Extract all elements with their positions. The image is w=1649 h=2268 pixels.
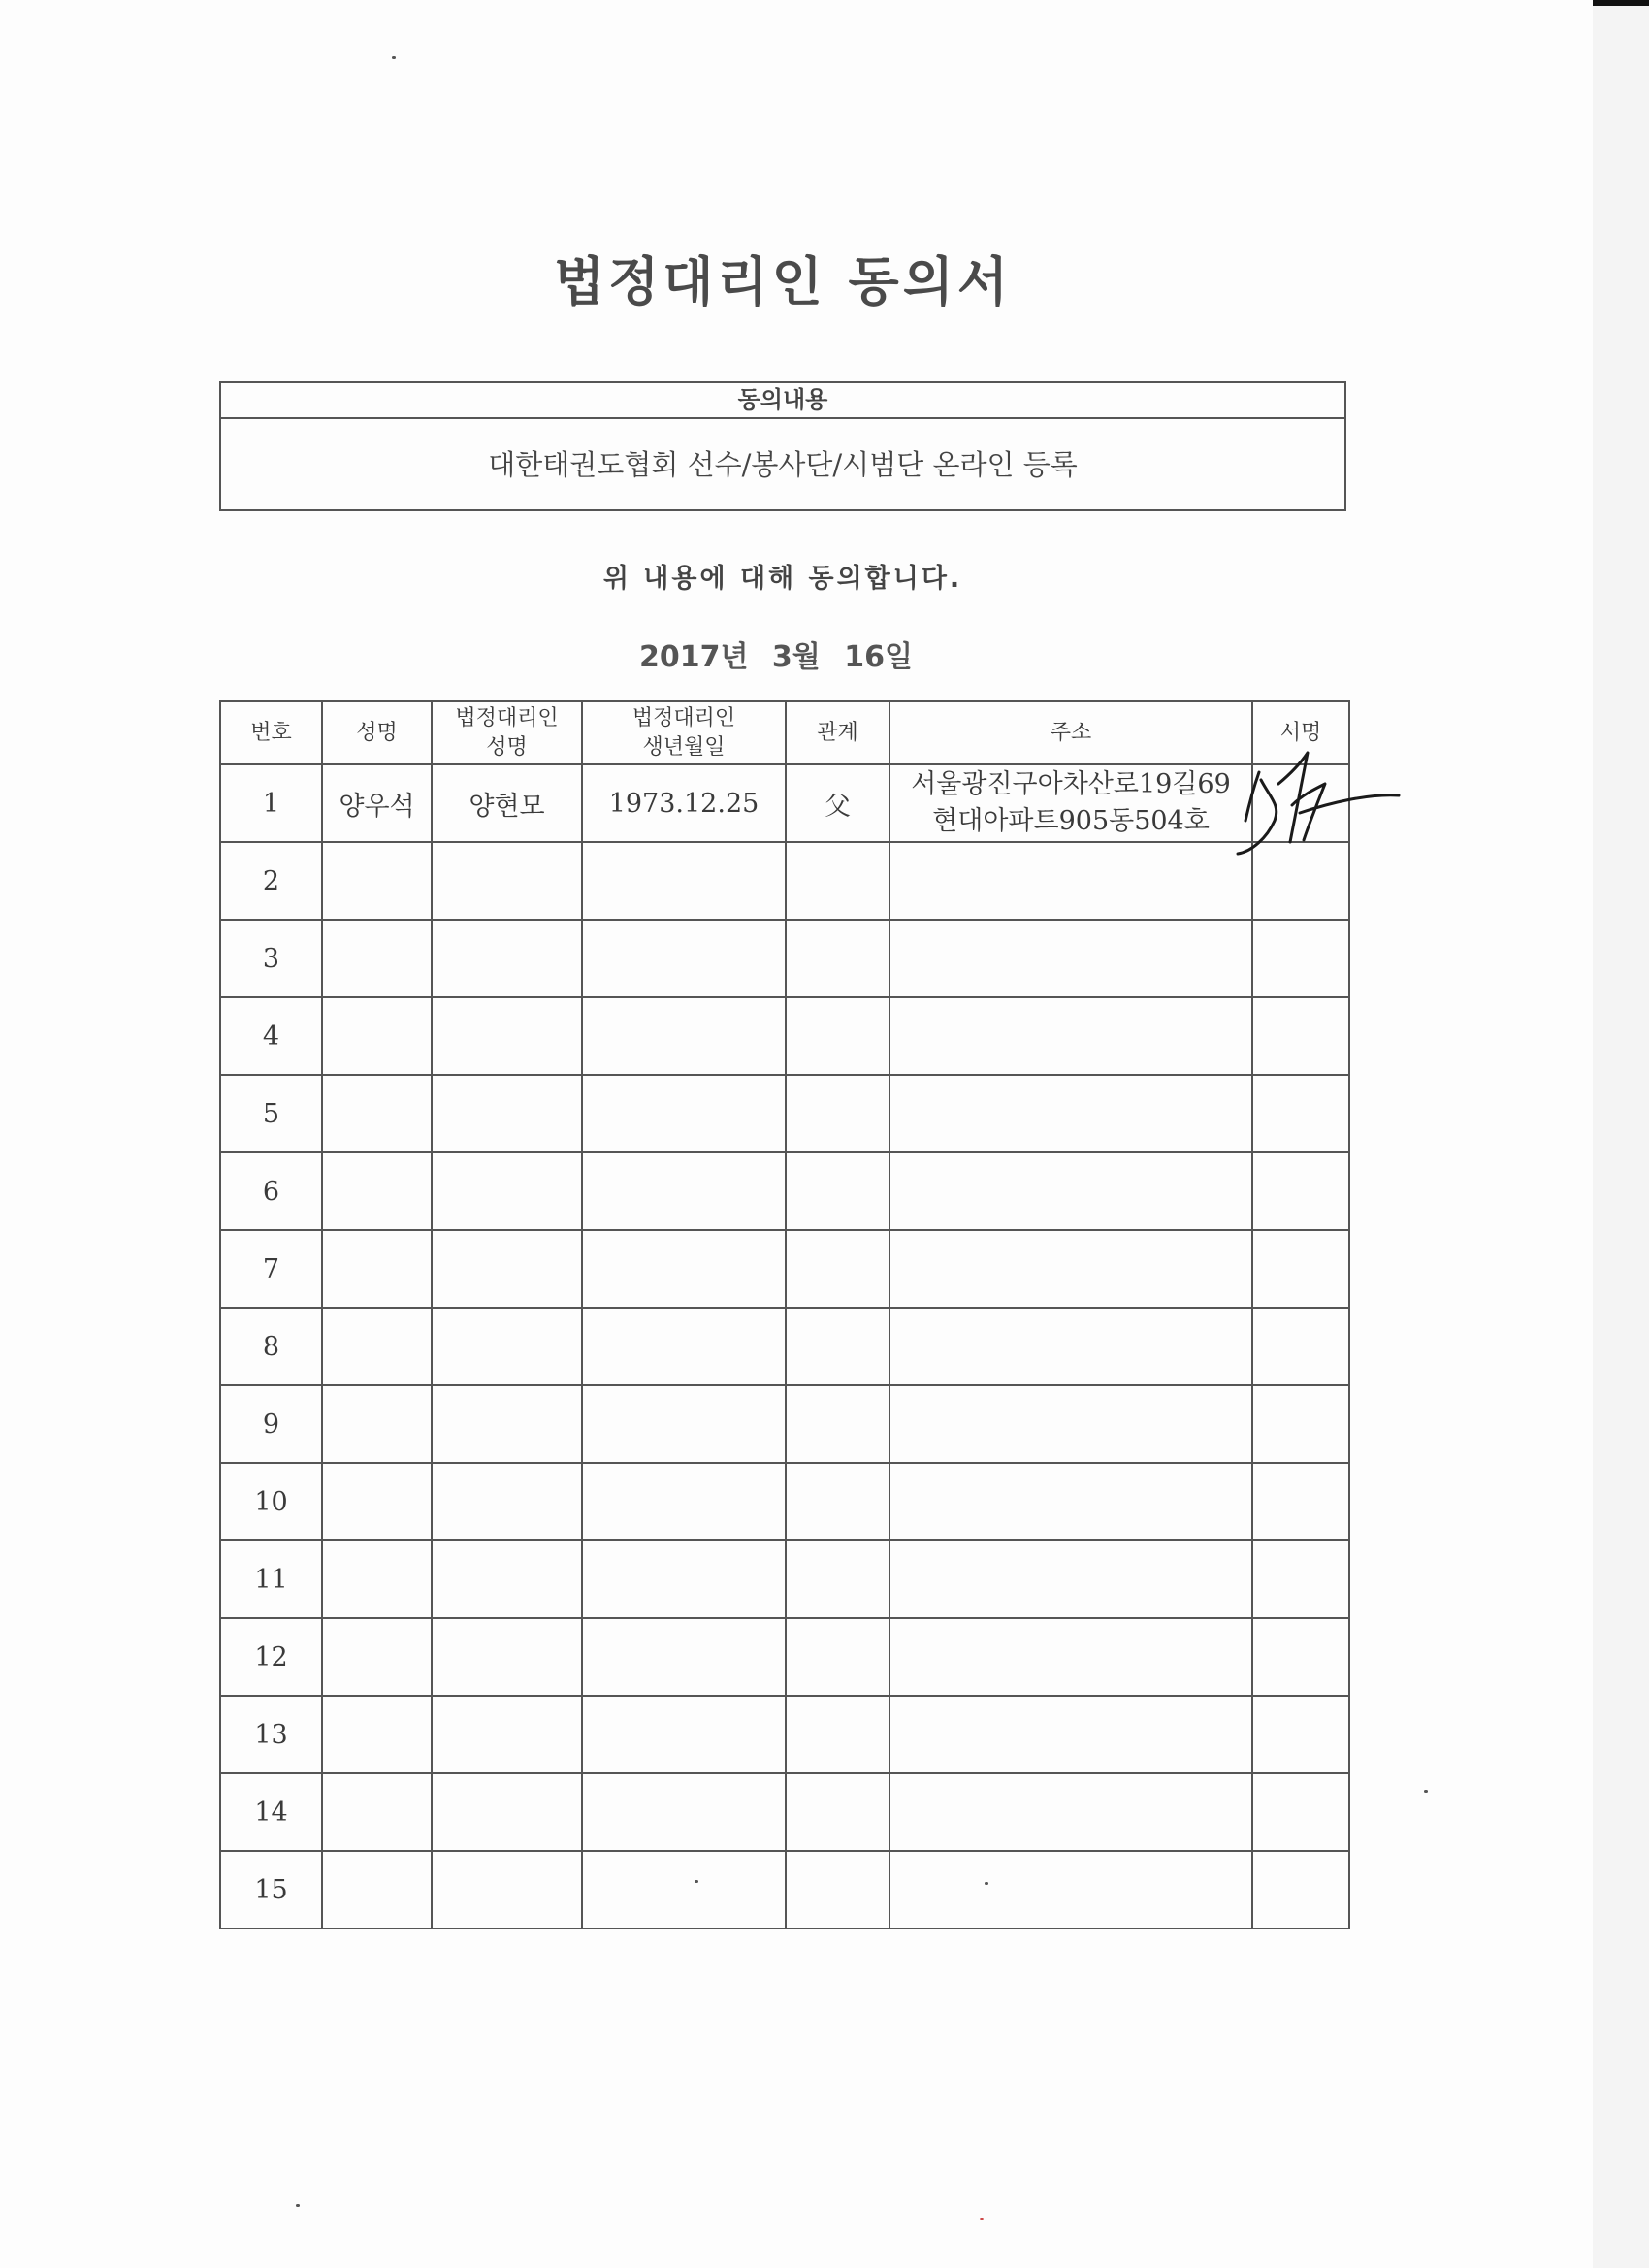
- cell-rep-birth: [582, 1540, 786, 1618]
- cell-address: [889, 1385, 1252, 1463]
- cell-no: 1: [220, 764, 322, 842]
- cell-signature: [1252, 1773, 1349, 1851]
- cell-no: 4: [220, 997, 322, 1075]
- cell-name: [322, 1696, 432, 1773]
- cell-relation: [786, 1696, 889, 1773]
- cell-rep-name: [432, 1152, 582, 1230]
- table-row: [220, 1230, 1349, 1308]
- cell-rep-name: [432, 1230, 582, 1308]
- cell-name: [322, 1540, 432, 1618]
- handwritten-signature-icon: [1232, 745, 1406, 857]
- scan-speck: [296, 2204, 300, 2207]
- table-row: [220, 764, 1349, 842]
- cell-address: [889, 842, 1252, 920]
- cell-rep-birth: [582, 1152, 786, 1230]
- cell-name: [322, 1463, 432, 1540]
- cell-address: [889, 920, 1252, 997]
- cell-rep-birth: [582, 842, 786, 920]
- cell-name: [322, 1851, 432, 1928]
- cell-rep-birth: [582, 997, 786, 1075]
- cell-name: 양우석: [322, 764, 432, 842]
- cell-relation: [786, 1851, 889, 1928]
- cell-relation: [786, 1463, 889, 1540]
- cell-no: 5: [220, 1075, 322, 1152]
- cell-signature: [1252, 1696, 1349, 1773]
- cell-relation: [786, 1308, 889, 1385]
- cell-rep-birth: [582, 1851, 786, 1928]
- cell-address: [889, 1851, 1252, 1928]
- cell-rep-name: [432, 997, 582, 1075]
- cell-signature: [1252, 1385, 1349, 1463]
- header-rep-birth-text: 법정대리인 생년월일: [631, 705, 736, 760]
- cell-signature: [1252, 997, 1349, 1075]
- cell-name: [322, 1773, 432, 1851]
- cell-no: 9: [220, 1385, 322, 1463]
- cell-name: [322, 1385, 432, 1463]
- cell-no: 13: [220, 1696, 322, 1773]
- table-row: [220, 1618, 1349, 1696]
- cell-rep-birth: [582, 1230, 786, 1308]
- consent-content: 대한태권도협회 선수/봉사단/시범단 온라인 등록: [488, 448, 1078, 481]
- table-row: [220, 997, 1349, 1075]
- cell-relation: [786, 1540, 889, 1618]
- scan-speck: [985, 1882, 988, 1885]
- cell-name: [322, 997, 432, 1075]
- cell-signature: [1252, 920, 1349, 997]
- agreement-statement: 위 내용에 대해 동의합니다.: [602, 564, 963, 594]
- cell-rep-name: [432, 1075, 582, 1152]
- cell-signature: [1252, 1230, 1349, 1308]
- cell-address: [889, 997, 1252, 1075]
- cell-signature: [1252, 1851, 1349, 1928]
- scan-speck: [980, 2218, 984, 2220]
- document-title: 법정대리인 동의서: [553, 251, 1013, 312]
- cell-rep-name: [432, 1851, 582, 1928]
- cell-name: [322, 1618, 432, 1696]
- cell-rep-birth: [582, 1463, 786, 1540]
- cell-rep-birth: [582, 1618, 786, 1696]
- cell-name: [322, 920, 432, 997]
- cell-name: [322, 1075, 432, 1152]
- table-row: [220, 1385, 1349, 1463]
- cell-address: [889, 1075, 1252, 1152]
- cell-signature: [1252, 1152, 1349, 1230]
- cell-no: 10: [220, 1463, 322, 1540]
- cell-signature: [1252, 1618, 1349, 1696]
- cell-name: [322, 1230, 432, 1308]
- table-row: [220, 1851, 1349, 1928]
- cell-no: 2: [220, 842, 322, 920]
- cell-rep-name: [432, 1540, 582, 1618]
- scan-speck: [695, 1880, 698, 1883]
- cell-address: [889, 1540, 1252, 1618]
- cell-signature: [1252, 1540, 1349, 1618]
- cell-no: 11: [220, 1540, 322, 1618]
- cell-rep-name: [432, 920, 582, 997]
- header-rep-name-text: 법정대리인 성명: [455, 705, 559, 760]
- cell-relation: [786, 1152, 889, 1230]
- cell-rep-name: [432, 842, 582, 920]
- cell-rep-name: [432, 1773, 582, 1851]
- consent-header: 동의내용: [221, 383, 1344, 419]
- document-date: 2017년 3월 16일: [639, 640, 913, 674]
- cell-relation: [786, 1773, 889, 1851]
- cell-rep-birth: [582, 1773, 786, 1851]
- consent-box: [219, 381, 1346, 511]
- header-name: 성명: [322, 701, 432, 764]
- cell-address: [889, 764, 1252, 842]
- cell-signature: [1252, 1308, 1349, 1385]
- table-row: [220, 1463, 1349, 1540]
- header-rep-name: [432, 701, 582, 764]
- table-row: [220, 1075, 1349, 1152]
- scan-page-edge: [1593, 0, 1649, 2268]
- cell-address: [889, 1308, 1252, 1385]
- cell-name: [322, 1152, 432, 1230]
- cell-address: [889, 1152, 1252, 1230]
- header-address: 주소: [889, 701, 1252, 764]
- table-row: [220, 1540, 1349, 1618]
- cell-relation: [786, 1618, 889, 1696]
- header-no: 번호: [220, 701, 322, 764]
- scan-corner-mark: [1593, 0, 1649, 6]
- cell-no: 15: [220, 1851, 322, 1928]
- cell-address: [889, 1618, 1252, 1696]
- cell-rep-name: [432, 1463, 582, 1540]
- cell-address: [889, 1773, 1252, 1851]
- header-rep-birth: [582, 701, 786, 764]
- table-row: [220, 1308, 1349, 1385]
- cell-rep-birth: [582, 1385, 786, 1463]
- header-signature: 서명: [1252, 701, 1349, 764]
- cell-rep-birth: [582, 920, 786, 997]
- header-relation: 관계: [786, 701, 889, 764]
- table-row: [220, 1152, 1349, 1230]
- cell-rep-birth: [582, 1075, 786, 1152]
- cell-rep-birth: 1973.12.25: [582, 764, 786, 842]
- cell-address: [889, 1696, 1252, 1773]
- scan-speck: [1424, 1790, 1428, 1793]
- cell-relation: [786, 1075, 889, 1152]
- cell-no: 8: [220, 1308, 322, 1385]
- cell-relation: [786, 1230, 889, 1308]
- table-row: [220, 842, 1349, 920]
- table-row: [220, 1696, 1349, 1773]
- cell-no: 7: [220, 1230, 322, 1308]
- cell-no: 3: [220, 920, 322, 997]
- guardian-table: [219, 700, 1350, 1929]
- cell-relation: [786, 1385, 889, 1463]
- cell-rep-name: [432, 1618, 582, 1696]
- cell-rep-name: [432, 1696, 582, 1773]
- cell-no: 12: [220, 1618, 322, 1696]
- cell-rep-birth: [582, 1308, 786, 1385]
- address-line: 서울광진구아차산로19길69: [911, 769, 1231, 799]
- cell-rep-name: [432, 1385, 582, 1463]
- cell-name: [322, 842, 432, 920]
- cell-address: [889, 1463, 1252, 1540]
- cell-rep-birth: [582, 1696, 786, 1773]
- table-header-row: [220, 701, 1349, 764]
- address-line: 현대아파트905동504호: [932, 806, 1210, 836]
- cell-rep-name: [432, 1308, 582, 1385]
- cell-no: 6: [220, 1152, 322, 1230]
- cell-address: [889, 1230, 1252, 1308]
- cell-relation: 父: [786, 764, 889, 842]
- cell-rep-name: 양현모: [432, 764, 582, 842]
- table-row: [220, 1773, 1349, 1851]
- table-row: [220, 920, 1349, 997]
- cell-name: [322, 1308, 432, 1385]
- cell-relation: [786, 997, 889, 1075]
- cell-no: 14: [220, 1773, 322, 1851]
- cell-signature: [1252, 1463, 1349, 1540]
- cell-relation: [786, 842, 889, 920]
- cell-relation: [786, 920, 889, 997]
- scan-speck: [392, 56, 396, 59]
- cell-signature: [1252, 1075, 1349, 1152]
- table-body: [220, 764, 1349, 1928]
